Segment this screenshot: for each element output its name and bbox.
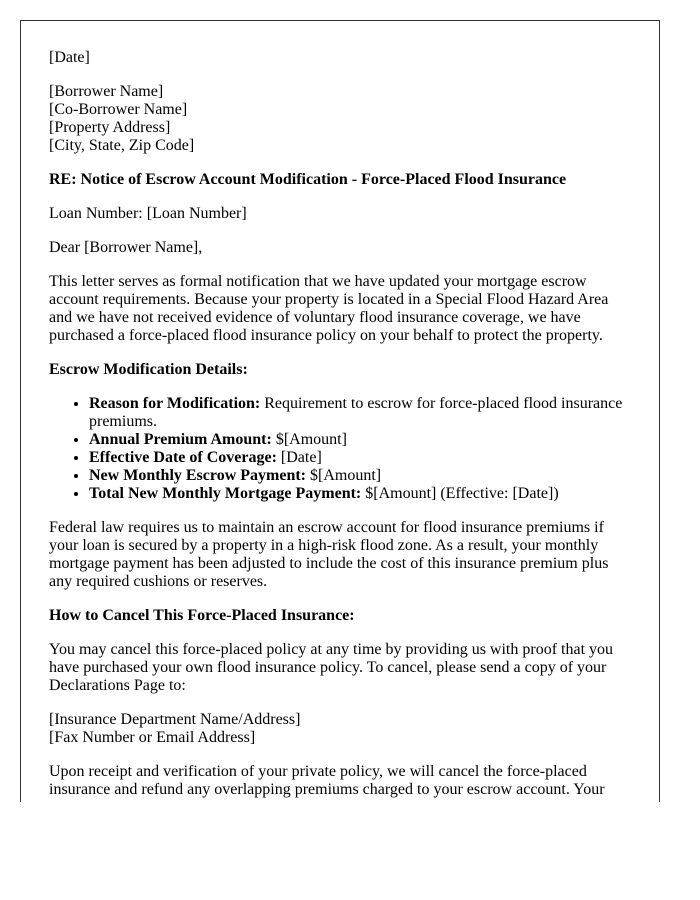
detail-item [89,431,631,449]
detail-item [89,449,631,467]
co-borrower-name: [Co-Borrower Name] [49,101,188,118]
cancel-paragraph: You may cancel this force-placed policy at any time by providing us with proof that you have purchased your own flood insurance policy. To cancel, please send a copy of your Declarations Page to: [49,641,614,694]
detail-label: Annual Premium Amount: [89,431,272,448]
detail-label: Effective Date of Coverage: [89,449,277,466]
send-to-block [49,711,631,747]
salutation: Dear [Borrower Name], [49,239,203,256]
receipt-paragraph: Upon receipt and verification of your private policy, we will cancel the force-placed insurance and refund any overlapping premiums charged to your escrow account. Your [49,763,605,798]
detail-label: New Monthly Escrow Payment: [89,467,307,484]
detail-value: Requirement to escrow for force-placed flood insurance premiums. [89,395,623,430]
subject-line: RE: Notice of Escrow Account Modification - Force-Placed Flood Insurance [49,171,567,188]
letter-page [20,20,660,802]
detail-value: $[Amount] (Effective: [Date]) [361,485,559,502]
city-state-zip: [City, State, Zip Code] [49,137,195,154]
insurance-department-address: [Insurance Department Name/Address] [49,711,301,728]
detail-item [89,395,631,431]
cancel-heading: How to Cancel This Force-Placed Insurance: [49,607,355,624]
detail-item [89,467,631,485]
detail-value: [Date] [276,449,322,466]
borrower-name: [Borrower Name] [49,83,164,100]
detail-value: $[Amount] [306,467,382,484]
intro-paragraph: This letter serves as formal notification that we have updated your mortgage escrow account requirements. Because your property is located in a Special Flood Hazard Area and we have not received evidence of voluntary flood insurance coverage, we have purchased a force-placed flood insurance policy on your behalf to protect the property. [49,273,609,344]
property-address: [Property Address] [49,119,171,136]
loan-number: Loan Number: [Loan Number] [49,205,247,222]
details-list [49,395,631,503]
federal-law-paragraph: Federal law requires us to maintain an escrow account for flood insurance premiums if your loan is secured by a property in a high-risk flood zone. As a result, your monthly mortgage payment has been adjusted to include the cost of this insurance premium plus any required cushions or reserves. [49,519,609,590]
detail-item [89,485,631,503]
fax-or-email: [Fax Number or Email Address] [49,729,256,746]
detail-label: Reason for Modification: [89,395,261,412]
detail-value: $[Amount] [271,431,347,448]
letter-date: [Date] [49,49,90,66]
recipient-block [49,83,631,155]
detail-label: Total New Monthly Mortgage Payment: [89,485,362,502]
details-heading: Escrow Modification Details: [49,361,248,378]
